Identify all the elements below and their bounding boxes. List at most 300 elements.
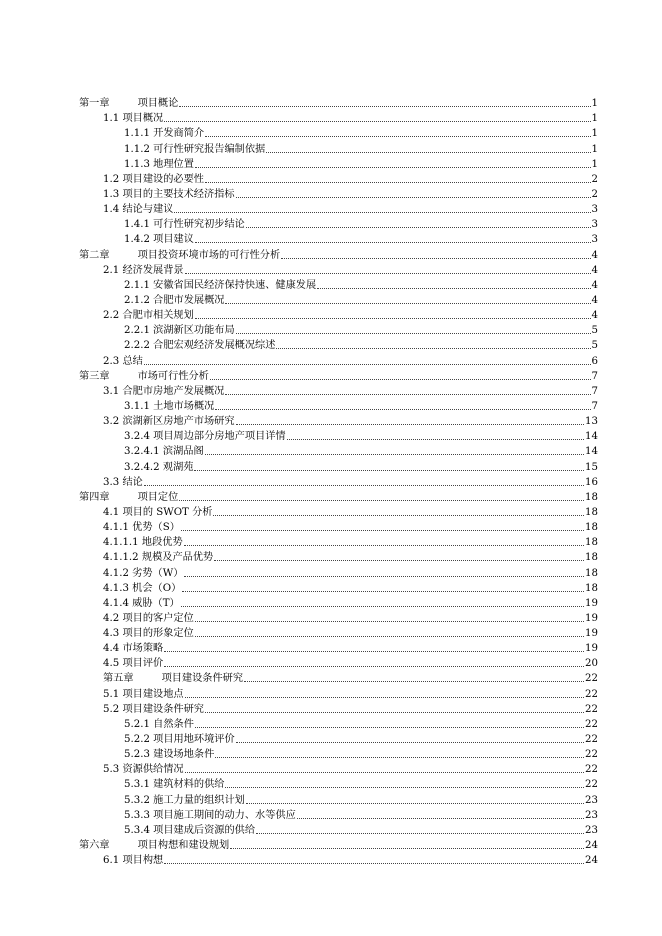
toc-entry-text — [124, 718, 194, 731]
toc-entry-number: 2.2.2 — [124, 340, 150, 352]
toc-dot-leader — [179, 106, 590, 107]
toc-entry-title: 项目建设条件研究 — [161, 673, 244, 685]
toc-entry-text — [103, 173, 204, 186]
toc-entry-text — [103, 112, 163, 125]
toc-dot-leader — [244, 681, 584, 682]
toc-entry-title: 滨湖新区功能布局 — [153, 325, 235, 337]
toc-entry-title: 可行性研究初步结论 — [153, 219, 245, 231]
toc-entry-text — [103, 536, 183, 549]
toc-entry-text — [103, 551, 213, 564]
toc-entry-number: 1.3 — [103, 188, 120, 200]
toc-dot-leader — [174, 212, 590, 213]
toc-entry-24[interactable] — [79, 443, 598, 458]
toc-entry-number: 5.3.3 — [124, 809, 150, 821]
toc-entry-title: 总结 — [122, 355, 143, 367]
toc-entry-26[interactable] — [79, 474, 598, 489]
toc-entry-22[interactable] — [79, 413, 598, 428]
toc-page-number: 18 — [585, 567, 598, 579]
toc-entry-number: 6.1 — [103, 855, 120, 867]
toc-entry-number: 1.2 — [103, 173, 120, 185]
toc-entry-text — [124, 233, 194, 246]
toc-entry-title: 经济发展背景 — [122, 264, 184, 276]
toc-entry-20[interactable] — [79, 383, 598, 398]
toc-dot-leader — [276, 348, 590, 349]
toc-page-number: 18 — [585, 582, 598, 594]
toc-entry-15[interactable] — [79, 307, 598, 322]
toc-entry-text — [124, 339, 275, 352]
toc-entry-38[interactable] — [79, 655, 598, 670]
toc-entry-title: 项目的主要技术经济指标 — [122, 188, 235, 200]
toc-page-number: 13 — [585, 416, 598, 428]
toc-entry-text — [103, 672, 243, 685]
toc-page-number: 19 — [585, 612, 598, 624]
toc-entry-text — [103, 415, 235, 428]
toc-entry-43[interactable] — [79, 731, 598, 746]
toc-entry-text — [103, 582, 181, 595]
table-of-contents — [79, 95, 598, 867]
toc-entry-title: 项目周边部分房地产项目详情 — [153, 431, 286, 443]
toc-dot-leader — [246, 227, 591, 228]
toc-entry-number: 5.3 — [103, 764, 120, 776]
toc-page-number: 23 — [585, 794, 598, 806]
toc-entry-title: 项目建成后资源的供给 — [153, 824, 256, 836]
toc-entry-title: 项目施工期间的动力、水等供应 — [153, 809, 296, 821]
toc-entry-number: 2.1.1 — [124, 279, 150, 291]
toc-page-number: 3 — [591, 234, 598, 246]
toc-dot-leader — [317, 288, 590, 289]
toc-dot-leader — [184, 576, 584, 577]
toc-entry-text — [124, 824, 255, 837]
toc-entry-title: 合肥宏观经济发展概况综述 — [153, 340, 276, 352]
toc-entry-33[interactable] — [79, 580, 598, 595]
toc-entry-text — [79, 491, 178, 504]
toc-entry-title: 资源供给情况 — [122, 764, 184, 776]
toc-entry-title: 可行性研究报告编制依据 — [153, 143, 266, 155]
toc-page-number: 1 — [591, 128, 598, 140]
toc-dot-leader — [164, 651, 584, 652]
toc-page-number: 22 — [585, 734, 598, 746]
toc-entry-29[interactable] — [79, 519, 598, 534]
toc-entry-text — [103, 567, 183, 580]
toc-page-number: 19 — [585, 628, 598, 640]
toc-entry-48[interactable] — [79, 807, 598, 822]
toc-entry-32[interactable] — [79, 564, 598, 579]
toc-entry-4[interactable] — [79, 140, 598, 155]
toc-entry-number: 1.4.2 — [124, 234, 150, 246]
toc-entry-number: 4.1.1.1 — [103, 537, 139, 549]
toc-entry-text — [103, 264, 184, 277]
toc-entry-number: 第六章 — [79, 840, 110, 852]
toc-dot-leader — [236, 742, 584, 743]
toc-entry-title: 项目建设地点 — [122, 688, 184, 700]
toc-entry-title: 威胁（T） — [132, 597, 180, 609]
toc-entry-number: 4.5 — [103, 658, 120, 670]
toc-page-number: 4 — [591, 264, 598, 276]
toc-page-number: 2 — [591, 188, 598, 200]
toc-page-number: 18 — [585, 552, 598, 564]
toc-entry-title: 项目建设条件研究 — [122, 703, 204, 715]
toc-page-number: 22 — [585, 749, 598, 761]
toc-entry-title: 规模及产品优势 — [141, 552, 214, 564]
toc-dot-leader — [215, 409, 590, 410]
toc-entry-number: 2.2.1 — [124, 325, 150, 337]
toc-dot-leader — [246, 803, 584, 804]
toc-entry-35[interactable] — [79, 610, 598, 625]
toc-entry-text — [103, 612, 194, 625]
toc-entry-title: 开发商简介 — [153, 128, 205, 140]
toc-entry-title: 施工力量的组织计划 — [153, 794, 245, 806]
toc-page-number: 5 — [591, 325, 598, 337]
toc-entry-number: 第五章 — [103, 673, 134, 685]
toc-entry-number: 5.3.2 — [124, 794, 150, 806]
toc-dot-leader — [195, 727, 584, 728]
toc-entry-title: 滨湖品阁 — [162, 446, 204, 458]
toc-entry-title: 市场可行性分析 — [137, 370, 209, 382]
toc-entry-title: 项目建设的必要性 — [122, 173, 204, 185]
toc-dot-leader — [214, 560, 584, 561]
toc-entry-number: 4.1.3 — [103, 582, 129, 594]
toc-entry-text — [124, 279, 316, 292]
toc-entry-text — [124, 127, 204, 140]
toc-page-number: 15 — [585, 461, 598, 473]
toc-entry-number: 2.3 — [103, 355, 120, 367]
toc-dot-leader — [195, 242, 591, 243]
toc-dot-leader — [185, 697, 584, 698]
toc-entry-50[interactable] — [79, 837, 598, 852]
toc-entry-number: 5.2 — [103, 703, 120, 715]
toc-entry-36[interactable] — [79, 625, 598, 640]
toc-dot-leader — [225, 303, 590, 304]
toc-entry-text — [124, 430, 286, 443]
toc-entry-title: 结论与建议 — [122, 204, 174, 216]
toc-dot-leader — [181, 606, 584, 607]
toc-page-number: 18 — [585, 522, 598, 534]
toc-entry-title: 安徽省国民经济保持快速、健康发展 — [153, 279, 317, 291]
toc-entry-title: 项目概论 — [137, 98, 179, 110]
toc-entry-text — [103, 688, 184, 701]
toc-entry-3[interactable] — [79, 125, 598, 140]
toc-entry-number: 1.4.1 — [124, 219, 150, 231]
toc-entry-text — [103, 506, 212, 519]
toc-entry-title: 项目建议 — [153, 234, 194, 246]
toc-entry-number: 第三章 — [79, 370, 110, 382]
toc-page-number: 18 — [585, 537, 598, 549]
toc-entry-title: 合肥市发展概况 — [153, 294, 225, 306]
toc-entry-title: 土地市场概况 — [153, 400, 215, 412]
toc-entry-30[interactable] — [79, 534, 598, 549]
toc-entry-number: 4.2 — [103, 612, 120, 624]
toc-entry-number: 第四章 — [79, 491, 110, 503]
toc-dot-leader — [225, 787, 584, 788]
toc-entry-title: 项目构想 — [122, 855, 164, 867]
toc-entry-title: 项目定位 — [137, 491, 179, 503]
toc-entry-text — [103, 703, 204, 716]
toc-entry-title: 项目投资环境市场的可行性分析 — [137, 249, 281, 261]
toc-entry-title: 项目概况 — [122, 113, 164, 125]
toc-entry-title: 项目的客户定位 — [122, 612, 194, 624]
toc-entry-title: 机会（O） — [132, 582, 182, 594]
toc-entry-text — [103, 597, 180, 610]
toc-entry-title: 合肥市房地产发展概况 — [122, 385, 225, 397]
toc-page-number: 2 — [591, 173, 598, 185]
toc-entry-text — [103, 854, 163, 867]
toc-entry-19[interactable] — [79, 368, 598, 383]
toc-entry-number: 1.1.1 — [124, 128, 150, 140]
toc-entry-5[interactable] — [79, 156, 598, 171]
toc-entry-text — [103, 521, 180, 534]
toc-entry-text — [79, 249, 280, 262]
toc-page-number: 4 — [591, 310, 598, 322]
toc-entry-number: 5.3.1 — [124, 779, 150, 791]
toc-entry-title: 合肥市相关规划 — [122, 310, 194, 322]
toc-entry-37[interactable] — [79, 640, 598, 655]
toc-page-number: 23 — [585, 809, 598, 821]
toc-entry-title: 项目构想和建设规划 — [137, 840, 230, 852]
toc-entry-text — [103, 309, 194, 322]
toc-entry-42[interactable] — [79, 716, 598, 731]
toc-dot-leader — [195, 318, 591, 319]
toc-page-number: 7 — [591, 385, 598, 397]
toc-page-number: 22 — [585, 718, 598, 730]
toc-entry-17[interactable] — [79, 337, 598, 352]
toc-entry-number: 2.1 — [103, 264, 120, 276]
toc-entry-text — [124, 294, 224, 307]
toc-page-number: 1 — [591, 113, 598, 125]
toc-dot-leader — [195, 636, 584, 637]
toc-entry-27[interactable] — [79, 489, 598, 504]
toc-entry-45[interactable] — [79, 761, 598, 776]
toc-entry-9[interactable] — [79, 216, 598, 231]
toc-entry-text — [103, 355, 143, 368]
toc-entry-21[interactable] — [79, 398, 598, 413]
toc-dot-leader — [179, 500, 584, 501]
toc-entry-6[interactable] — [79, 171, 598, 186]
toc-entry-number: 5.2.1 — [124, 718, 150, 730]
toc-entry-46[interactable] — [79, 776, 598, 791]
toc-dot-leader — [164, 121, 590, 122]
toc-dot-leader — [195, 621, 584, 622]
toc-page-number: 6 — [591, 355, 598, 367]
toc-entry-39[interactable] — [79, 670, 598, 685]
toc-entry-title: 项目的形象定位 — [122, 628, 194, 640]
toc-entry-number: 4.1.1 — [103, 522, 129, 534]
toc-entry-text — [103, 627, 194, 640]
toc-page-number: 1 — [591, 158, 598, 170]
toc-entry-10[interactable] — [79, 231, 598, 246]
toc-entry-text — [103, 657, 163, 670]
toc-entry-text — [103, 476, 143, 489]
toc-entry-number: 1.1.3 — [124, 158, 150, 170]
toc-entry-number: 5.3.4 — [124, 824, 150, 836]
toc-entry-title: 市场策略 — [122, 643, 164, 655]
toc-page-number: 16 — [585, 476, 598, 488]
toc-dot-leader — [256, 833, 584, 834]
toc-entry-title: 项目用地环境评价 — [153, 734, 235, 746]
toc-entry-34[interactable] — [79, 595, 598, 610]
toc-entry-number: 3.2.4.1 — [124, 446, 160, 458]
toc-entry-text — [124, 733, 235, 746]
toc-dot-leader — [144, 364, 591, 365]
toc-entry-13[interactable] — [79, 277, 598, 292]
toc-entry-text — [124, 748, 214, 761]
toc-dot-leader — [164, 863, 584, 864]
toc-entry-41[interactable] — [79, 701, 598, 716]
toc-entry-text — [103, 188, 235, 201]
toc-entry-11[interactable] — [79, 246, 598, 261]
toc-entry-number: 5.1 — [103, 688, 120, 700]
toc-page-number: 4 — [591, 294, 598, 306]
toc-page-number: 14 — [585, 431, 598, 443]
toc-entry-title: 劣势（W） — [132, 567, 184, 579]
toc-entry-14[interactable] — [79, 292, 598, 307]
toc-entry-49[interactable] — [79, 822, 598, 837]
toc-entry-number: 4.1.1.2 — [103, 552, 139, 564]
toc-dot-leader — [281, 258, 590, 259]
toc-page-number: 22 — [585, 703, 598, 715]
toc-entry-12[interactable] — [79, 262, 598, 277]
toc-entry-number: 4.3 — [103, 628, 120, 640]
toc-page-number: 4 — [591, 249, 598, 261]
toc-entry-title: 建设场地条件 — [153, 749, 215, 761]
toc-dot-leader — [184, 545, 584, 546]
toc-entry-text — [124, 445, 204, 458]
toc-entry-title: 观湖苑 — [162, 461, 194, 473]
toc-dot-leader — [195, 167, 591, 168]
toc-entry-title: 项目的 SWOT 分析 — [122, 506, 213, 518]
toc-page-number: 14 — [585, 446, 598, 458]
toc-entry-number: 1.1.2 — [124, 143, 150, 155]
toc-entry-2[interactable] — [79, 110, 598, 125]
toc-dot-leader — [215, 757, 584, 758]
toc-entry-title: 地段优势 — [141, 537, 183, 549]
toc-entry-number: 4.1.4 — [103, 597, 129, 609]
toc-entry-text — [124, 143, 265, 156]
toc-dot-leader — [210, 379, 591, 380]
toc-dot-leader — [230, 848, 584, 849]
toc-entry-title: 滨湖新区房地产市场研究 — [122, 416, 235, 428]
toc-entry-51[interactable] — [79, 852, 598, 867]
toc-page-number: 20 — [585, 658, 598, 670]
toc-entry-number: 3.2.4 — [124, 431, 150, 443]
toc-entry-7[interactable] — [79, 186, 598, 201]
toc-entry-31[interactable] — [79, 549, 598, 564]
toc-dot-leader — [205, 136, 590, 137]
toc-dot-leader — [236, 197, 591, 198]
toc-entry-text — [103, 385, 224, 398]
toc-dot-leader — [164, 666, 584, 667]
toc-entry-text — [79, 839, 229, 852]
toc-entry-number: 3.2.4.2 — [124, 461, 160, 473]
toc-entry-16[interactable] — [79, 322, 598, 337]
toc-dot-leader — [182, 591, 584, 592]
toc-entry-text — [124, 778, 224, 791]
toc-page-number: 22 — [585, 764, 598, 776]
toc-entry-number: 2.2 — [103, 310, 120, 322]
toc-entry-text — [124, 809, 296, 822]
toc-dot-leader — [185, 772, 584, 773]
toc-page-number: 1 — [591, 143, 598, 155]
toc-entry-number: 第一章 — [79, 98, 110, 110]
toc-entry-text — [124, 794, 245, 807]
toc-entry-text — [124, 324, 235, 337]
toc-dot-leader — [236, 424, 585, 425]
toc-entry-text — [103, 203, 173, 216]
toc-dot-leader — [225, 394, 590, 395]
toc-entry-title: 优势（S） — [132, 522, 180, 534]
toc-page-number: 19 — [585, 643, 598, 655]
toc-page-number: 24 — [585, 840, 598, 852]
toc-entry-number: 4.4 — [103, 643, 120, 655]
toc-page-number: 18 — [585, 491, 598, 503]
toc-entry-25[interactable] — [79, 458, 598, 473]
toc-entry-number: 1.1 — [103, 113, 120, 125]
toc-page-number: 1 — [591, 98, 598, 110]
toc-page-number: 19 — [585, 597, 598, 609]
toc-entry-text — [124, 400, 214, 413]
toc-dot-leader — [181, 530, 584, 531]
toc-entry-23[interactable] — [79, 428, 598, 443]
toc-entry-1[interactable] — [79, 95, 598, 110]
toc-entry-text — [124, 461, 193, 474]
toc-dot-leader — [236, 333, 591, 334]
toc-dot-leader — [205, 454, 584, 455]
toc-entry-number: 3.3 — [103, 476, 120, 488]
toc-entry-47[interactable] — [79, 791, 598, 806]
toc-entry-title: 自然条件 — [153, 718, 194, 730]
toc-page-number: 7 — [591, 400, 598, 412]
toc-entry-text — [103, 763, 184, 776]
toc-entry-40[interactable] — [79, 685, 598, 700]
toc-page-number: 22 — [585, 779, 598, 791]
toc-entry-number: 3.2 — [103, 416, 120, 428]
toc-page-number: 18 — [585, 506, 598, 518]
toc-entry-44[interactable] — [79, 746, 598, 761]
toc-dot-leader — [213, 515, 584, 516]
toc-page-number: 3 — [591, 204, 598, 216]
toc-entry-number: 1.4 — [103, 204, 120, 216]
toc-dot-leader — [185, 273, 591, 274]
toc-entry-text — [103, 642, 163, 655]
toc-entry-18[interactable] — [79, 352, 598, 367]
toc-entry-title: 建筑材料的供给 — [153, 779, 225, 791]
toc-dot-leader — [297, 818, 584, 819]
toc-entry-28[interactable] — [79, 504, 598, 519]
toc-page-number: 7 — [591, 370, 598, 382]
toc-entry-number: 第二章 — [79, 249, 110, 261]
toc-page-number: 24 — [585, 855, 598, 867]
toc-page-number: 5 — [591, 340, 598, 352]
toc-dot-leader — [194, 470, 584, 471]
toc-entry-number: 5.2.2 — [124, 734, 150, 746]
toc-page-number: 22 — [585, 688, 598, 700]
toc-entry-number: 4.1.2 — [103, 567, 129, 579]
toc-entry-text — [79, 370, 209, 383]
toc-page-number: 23 — [585, 824, 598, 836]
toc-entry-text — [79, 97, 178, 110]
toc-entry-title: 结论 — [122, 476, 143, 488]
toc-page-number: 3 — [591, 219, 598, 231]
toc-dot-leader — [144, 485, 584, 486]
toc-dot-leader — [266, 152, 590, 153]
toc-entry-number: 4.1 — [103, 506, 120, 518]
toc-entry-title: 地理位置 — [153, 158, 194, 170]
toc-dot-leader — [287, 439, 584, 440]
toc-entry-title: 项目评价 — [122, 658, 164, 670]
toc-entry-number: 3.1 — [103, 385, 120, 397]
toc-entry-8[interactable] — [79, 201, 598, 216]
toc-dot-leader — [205, 712, 584, 713]
toc-page-number: 22 — [585, 673, 598, 685]
